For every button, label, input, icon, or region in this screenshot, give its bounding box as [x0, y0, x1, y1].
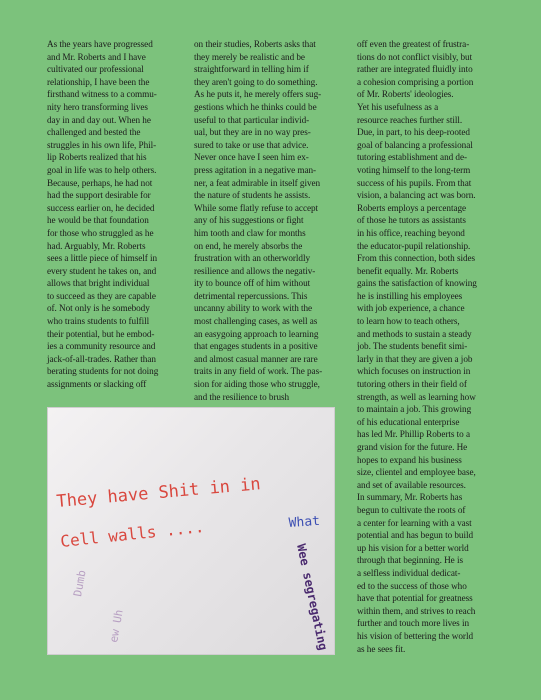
article-column-3: off even the greatest of frustra- tions do not conflict visibly, but rather are integrated fluidly into a cohesion comprising a portion of Mr. Roberts' ideologies. Yet his usefulness as a resource reaches further still. Due, in part, to his deep-rooted goal of balancing a professional tutoring establishment and de- voting himself to the long-term success of his pupils. From that vision, a balancing act was born. Roberts employs a percentage of those he tutors as assistants in his office, reaching beyond the educator-pupil relationship. From this connection, both sides benefit equally. Mr. Roberts gains the satisfaction of knowing he is instilling his employees with job experience, a chance to learn how to teach others, and methods to sustain a steady job. The students benefit simi- larly in that they are given a job which focuses on instruction in tutoring others in their field of strength, as well as learning how to maintain a job. This growing of his educational enterprise has led Mr. Phillip Roberts to a grand vision for the future. He hopes to expand his business size, clientel and employee base, and set of available resources. In summary, Mr. Roberts has begun to cultivate the roots of a center for learning with a vast potential and has begun to build up his vision for a better world through that beginning. He is a selfless individual dedicat- ed to the success of those who have that potential for greatness within them, and strives to reach further and touch more lives in his vision of bettering the world as he sees fit.	[357, 39, 477, 654]
whiteboard-writing	[47, 407, 335, 655]
handwriting-what: What	[288, 513, 321, 531]
article-column-1: As the years have progressed and Mr. Roberts and I have cultivated our professional relationship, I have been the firsthand witness to a commu- nity hero transforming lives day in and day out. When he challenged and bested the struggles in his own life, Phil- lip Roberts realized that his goal in life was to help others. Because, perhaps, he had not had the support desirable for success earlier on, he decided he would be that foundation for those who struggled as he had. Arguably, Mr. Roberts sees a little piece of himself in every student he takes on, and allows that bright individual to succeed as they are capable of. Not only is he somebody who trains students to fulfill their potential, but he embod- ies a community resource and jack-of-all-trades. Rather than berating students for not doing assignments or slacking off	[47, 39, 159, 390]
handwriting-faint-1: Dumb	[71, 569, 89, 598]
article-column-2: on their studies, Roberts asks that they merely be realistic and be straightforward in telling him if they aren't going to do something. As he puts it, he merely offers sug- gestions which he thinks could be useful to that particular individ- ual, but they are in no way pres- sured to take or use that advice. Never once have I seen him ex- press agitation in a negative man- ner, a feat admirable in itself given the nature of students he assists. While some flatly refuse to accept any of his suggestions or fight him tooth and claw for months on end, he merely absorbs the frustration with an otherworldly resilience and allows the negativ- ity to bounce off of him without detrimental repercussions. This uncanny ability to work with the most challenging cases, as well as an easygoing approach to learning that engages students in a positive and almost casual manner are rare traits in any field of work. The pas- sion for aiding those who struggle, and the resilience to brush	[194, 39, 323, 402]
handwriting-vertical: Wee segregating	[294, 542, 331, 652]
handwriting-line-2: Cell walls ....	[59, 516, 206, 551]
handwriting-faint-2: ew Uh	[107, 608, 126, 644]
handwriting-line-1: They have Shit in in	[55, 474, 262, 512]
whiteboard-photo	[47, 407, 335, 655]
